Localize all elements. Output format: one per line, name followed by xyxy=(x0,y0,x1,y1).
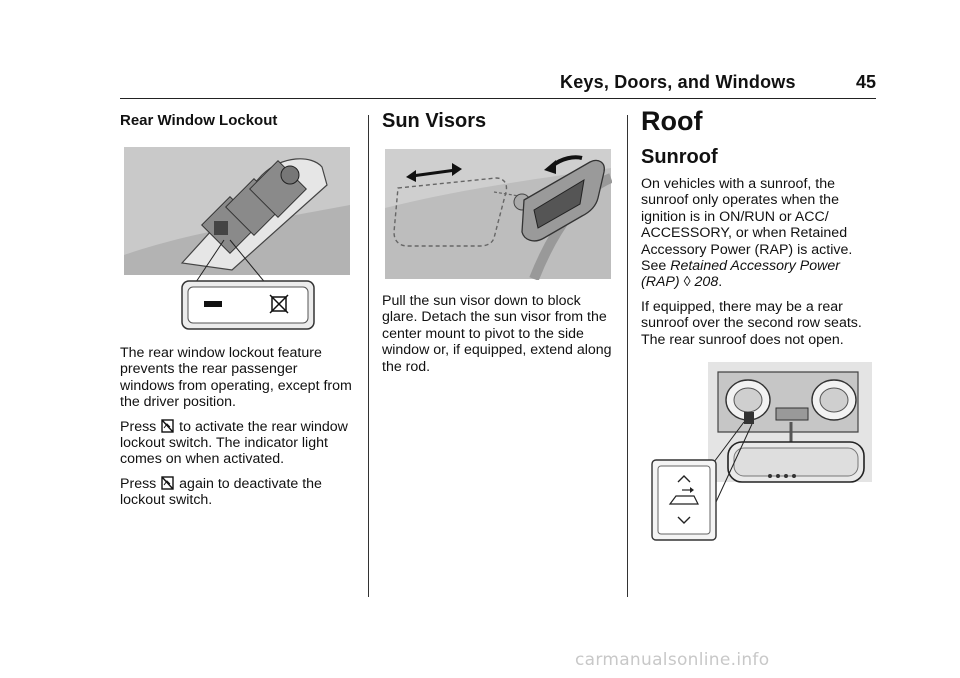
page-reference-symbol: ◊ xyxy=(683,274,691,291)
window-lockout-icon xyxy=(161,419,174,433)
window-lockout-icon xyxy=(270,295,288,313)
page-number: 45 xyxy=(856,72,877,92)
lockout-activate-paragraph: Press to activate the rear window lockout switch. The indicator light comes on when activated. xyxy=(120,418,348,468)
column-2-text xyxy=(382,293,617,383)
sunroof-switch-illustration xyxy=(648,362,874,544)
sun-visor-illustration xyxy=(384,148,612,280)
column-divider xyxy=(368,115,369,597)
section-title: Keys, Doors, and Windows xyxy=(560,72,796,92)
column-divider xyxy=(627,115,628,597)
sun-visor-description: Pull the sun visor down to block glare. Detach the sun visor from the center mount to pivot to the side window or, if equipped, extend along the rod. xyxy=(382,293,612,375)
window-switch-illustration xyxy=(122,145,352,335)
rap-reference-link[interactable]: Retained Accessory Power (RAP) xyxy=(641,258,841,291)
roof-heading: Roof xyxy=(641,106,703,136)
window-lockout-icon xyxy=(161,476,174,490)
watermark: carmanualsonline.info xyxy=(575,650,770,670)
rear-window-lockout-heading: Rear Window Lockout xyxy=(120,112,278,129)
column-3-text xyxy=(641,176,876,356)
column-1-text xyxy=(120,345,352,517)
rear-sunroof-description: If equipped, there may be a rear sunroof over the second row seats. The rear sunroof does not open. xyxy=(641,298,862,348)
lockout-description: The rear window lockout feature prevents the rear passenger windows from operating, except from the driver position. xyxy=(120,345,352,411)
sun-visors-heading: Sun Visors xyxy=(382,110,487,132)
sunroof-heading: Sunroof xyxy=(641,146,718,168)
sunroof-description: On vehicles with a sunroof, the sunroof only operates when the ignition is in ON/RUN or ACC/ ACCESSORY, or when Retained Accessory Power (RAP) is active. See Retained Accessory Power (RAP) ◊ 208. xyxy=(641,176,853,291)
lockout-deactivate-paragraph: Press again to deactivate the lockout switch. xyxy=(120,475,322,509)
page-reference[interactable]: 208 xyxy=(694,274,719,291)
header-rule xyxy=(120,98,876,99)
